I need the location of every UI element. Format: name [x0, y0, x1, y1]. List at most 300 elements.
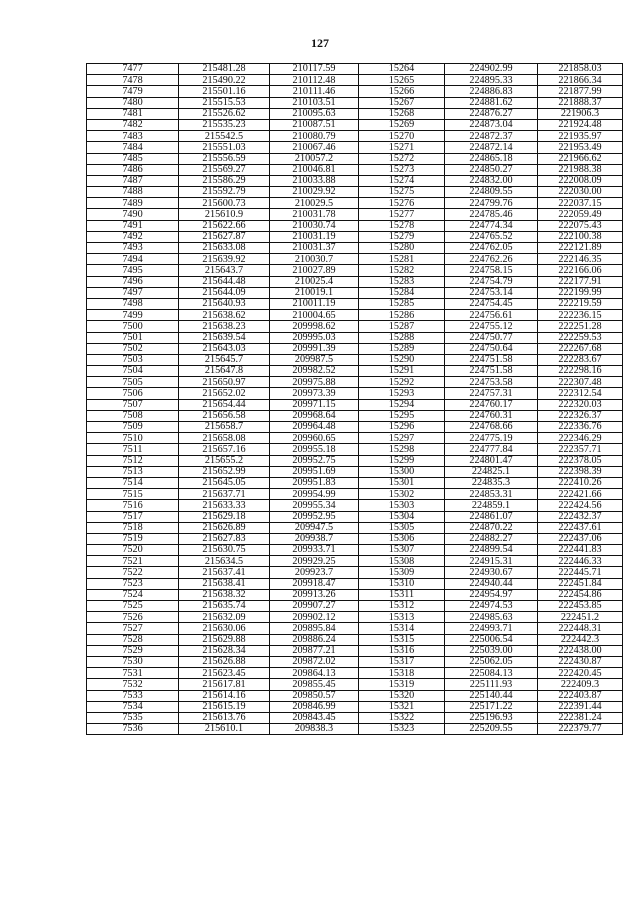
x-coordinate-right-cell: 225209.55 [445, 724, 538, 735]
x-coordinate-right-cell: 225084.13 [445, 668, 538, 679]
point-number-left-cell: 7525 [87, 601, 179, 612]
y-coordinate-left-cell: 209864.13 [270, 668, 359, 679]
x-coordinate-left-cell: 215645.7 [179, 354, 270, 365]
y-coordinate-right-cell: 221935.97 [538, 131, 623, 142]
x-coordinate-right-cell: 225062.05 [445, 656, 538, 667]
x-coordinate-right-cell: 224760.31 [445, 410, 538, 421]
x-coordinate-right-cell: 224861.07 [445, 511, 538, 522]
point-number-right-cell: 15274 [359, 175, 445, 186]
x-coordinate-left-cell: 215629.88 [179, 634, 270, 645]
y-coordinate-left-cell: 210025.4 [270, 276, 359, 287]
point-number-left-cell: 7507 [87, 399, 179, 410]
point-number-right-cell: 15265 [359, 75, 445, 86]
point-number-right-cell: 15315 [359, 634, 445, 645]
y-coordinate-left-cell: 209954.99 [270, 489, 359, 500]
y-coordinate-left-cell: 209843.45 [270, 712, 359, 723]
y-coordinate-left-cell: 209902.12 [270, 612, 359, 623]
table-row [87, 310, 623, 321]
table-row [87, 97, 623, 108]
y-coordinate-left-cell: 210011.19 [270, 298, 359, 309]
y-coordinate-left-cell: 210029.5 [270, 198, 359, 209]
table-row [87, 187, 623, 198]
point-number-right-cell: 15304 [359, 511, 445, 522]
y-coordinate-left-cell: 209938.7 [270, 533, 359, 544]
y-coordinate-left-cell: 209918.47 [270, 578, 359, 589]
table-row [87, 86, 623, 97]
x-coordinate-right-cell: 225171.22 [445, 701, 538, 712]
table-row [87, 601, 623, 612]
y-coordinate-left-cell: 209923.7 [270, 567, 359, 578]
table-row [87, 332, 623, 343]
table-row [87, 343, 623, 354]
table-row [87, 522, 623, 533]
x-coordinate-right-cell: 224872.14 [445, 142, 538, 153]
point-number-left-cell: 7521 [87, 556, 179, 567]
y-coordinate-right-cell: 222320.03 [538, 399, 623, 410]
point-number-right-cell: 15275 [359, 187, 445, 198]
point-number-left-cell: 7502 [87, 343, 179, 354]
point-number-left-cell: 7495 [87, 265, 179, 276]
y-coordinate-right-cell: 222030.00 [538, 187, 623, 198]
y-coordinate-left-cell: 209991.39 [270, 343, 359, 354]
y-coordinate-left-cell: 209846.99 [270, 701, 359, 712]
y-coordinate-left-cell: 209964.48 [270, 422, 359, 433]
table-row [87, 108, 623, 119]
y-coordinate-right-cell: 221966.62 [538, 153, 623, 164]
point-number-right-cell: 15322 [359, 712, 445, 723]
y-coordinate-right-cell: 221906.3 [538, 108, 623, 119]
y-coordinate-right-cell: 222283.67 [538, 354, 623, 365]
point-number-right-cell: 15284 [359, 287, 445, 298]
y-coordinate-left-cell: 210019.1 [270, 287, 359, 298]
table-row [87, 131, 623, 142]
point-number-right-cell: 15291 [359, 366, 445, 377]
x-coordinate-left-cell: 215501.16 [179, 86, 270, 97]
y-coordinate-right-cell: 222298.16 [538, 366, 623, 377]
point-number-left-cell: 7509 [87, 422, 179, 433]
x-coordinate-left-cell: 215535.23 [179, 119, 270, 130]
table-row [87, 511, 623, 522]
y-coordinate-right-cell: 222059.49 [538, 209, 623, 220]
point-number-right-cell: 15313 [359, 612, 445, 623]
x-coordinate-left-cell: 215490.22 [179, 75, 270, 86]
point-number-left-cell: 7500 [87, 321, 179, 332]
y-coordinate-right-cell: 222199.99 [538, 287, 623, 298]
point-number-left-cell: 7526 [87, 612, 179, 623]
table-row [87, 578, 623, 589]
x-coordinate-left-cell: 215650.97 [179, 377, 270, 388]
y-coordinate-right-cell: 221924.48 [538, 119, 623, 130]
y-coordinate-right-cell: 222438.00 [538, 645, 623, 656]
x-coordinate-right-cell: 224785.46 [445, 209, 538, 220]
table-row [87, 153, 623, 164]
y-coordinate-left-cell: 210057.2 [270, 153, 359, 164]
point-number-left-cell: 7490 [87, 209, 179, 220]
table-row [87, 298, 623, 309]
point-number-right-cell: 15277 [359, 209, 445, 220]
point-number-right-cell: 15298 [359, 444, 445, 455]
point-number-right-cell: 15290 [359, 354, 445, 365]
y-coordinate-left-cell: 210117.59 [270, 64, 359, 75]
x-coordinate-left-cell: 215623.45 [179, 668, 270, 679]
table-row [87, 612, 623, 623]
table-row [87, 354, 623, 365]
point-number-right-cell: 15288 [359, 332, 445, 343]
table-row [87, 690, 623, 701]
y-coordinate-left-cell: 209947.5 [270, 522, 359, 533]
y-coordinate-left-cell: 209850.57 [270, 690, 359, 701]
point-number-right-cell: 15300 [359, 466, 445, 477]
x-coordinate-right-cell: 224754.79 [445, 276, 538, 287]
x-coordinate-right-cell: 224930.67 [445, 567, 538, 578]
y-coordinate-left-cell: 209855.45 [270, 679, 359, 690]
x-coordinate-right-cell: 224850.27 [445, 164, 538, 175]
point-number-left-cell: 7497 [87, 287, 179, 298]
y-coordinate-right-cell: 222312.54 [538, 388, 623, 399]
point-number-right-cell: 15280 [359, 243, 445, 254]
point-number-left-cell: 7517 [87, 511, 179, 522]
point-number-left-cell: 7479 [87, 86, 179, 97]
x-coordinate-left-cell: 215643.7 [179, 265, 270, 276]
y-coordinate-right-cell: 222146.35 [538, 254, 623, 265]
point-number-left-cell: 7489 [87, 198, 179, 209]
x-coordinate-left-cell: 215644.09 [179, 287, 270, 298]
x-coordinate-left-cell: 215586.29 [179, 175, 270, 186]
point-number-left-cell: 7505 [87, 377, 179, 388]
point-number-right-cell: 15299 [359, 455, 445, 466]
table-row [87, 254, 623, 265]
y-coordinate-left-cell: 210004.65 [270, 310, 359, 321]
point-number-left-cell: 7524 [87, 589, 179, 600]
point-number-left-cell: 7510 [87, 433, 179, 444]
y-coordinate-left-cell: 209995.03 [270, 332, 359, 343]
x-coordinate-right-cell: 224750.64 [445, 343, 538, 354]
point-number-left-cell: 7488 [87, 187, 179, 198]
x-coordinate-right-cell: 224774.34 [445, 220, 538, 231]
y-coordinate-left-cell: 210080.79 [270, 131, 359, 142]
point-number-left-cell: 7518 [87, 522, 179, 533]
x-coordinate-right-cell: 224853.31 [445, 489, 538, 500]
x-coordinate-right-cell: 224760.17 [445, 399, 538, 410]
table-row [87, 712, 623, 723]
x-coordinate-left-cell: 215658.08 [179, 433, 270, 444]
y-coordinate-right-cell: 222410.26 [538, 477, 623, 488]
y-coordinate-right-cell: 222432.37 [538, 511, 623, 522]
x-coordinate-left-cell: 215628.34 [179, 645, 270, 656]
y-coordinate-right-cell: 222236.15 [538, 310, 623, 321]
y-coordinate-right-cell: 222430.87 [538, 656, 623, 667]
point-number-left-cell: 7508 [87, 410, 179, 421]
x-coordinate-right-cell: 224750.77 [445, 332, 538, 343]
x-coordinate-left-cell: 215600.73 [179, 198, 270, 209]
point-number-left-cell: 7533 [87, 690, 179, 701]
table-row [87, 366, 623, 377]
x-coordinate-left-cell: 215633.08 [179, 243, 270, 254]
point-number-right-cell: 15323 [359, 724, 445, 735]
y-coordinate-right-cell: 222100.38 [538, 231, 623, 242]
x-coordinate-left-cell: 215626.89 [179, 522, 270, 533]
x-coordinate-right-cell: 224756.61 [445, 310, 538, 321]
x-coordinate-left-cell: 215610.9 [179, 209, 270, 220]
table-row [87, 276, 623, 287]
x-coordinate-left-cell: 215634.5 [179, 556, 270, 567]
table-row [87, 668, 623, 679]
y-coordinate-right-cell: 222445.71 [538, 567, 623, 578]
point-number-right-cell: 15303 [359, 500, 445, 511]
y-coordinate-left-cell: 209952.75 [270, 455, 359, 466]
x-coordinate-right-cell: 224886.83 [445, 86, 538, 97]
point-number-left-cell: 7528 [87, 634, 179, 645]
point-number-right-cell: 15267 [359, 97, 445, 108]
table-row [87, 466, 623, 477]
point-number-right-cell: 15286 [359, 310, 445, 321]
y-coordinate-right-cell: 222177.91 [538, 276, 623, 287]
x-coordinate-left-cell: 215638.62 [179, 310, 270, 321]
x-coordinate-right-cell: 224765.52 [445, 231, 538, 242]
table-row [87, 75, 623, 86]
x-coordinate-right-cell: 224751.58 [445, 366, 538, 377]
point-number-right-cell: 15273 [359, 164, 445, 175]
x-coordinate-right-cell: 224832.00 [445, 175, 538, 186]
table-row [87, 634, 623, 645]
point-number-right-cell: 15308 [359, 556, 445, 567]
x-coordinate-left-cell: 215644.48 [179, 276, 270, 287]
y-coordinate-right-cell: 222121.89 [538, 243, 623, 254]
y-coordinate-left-cell: 209929.25 [270, 556, 359, 567]
y-coordinate-left-cell: 210103.51 [270, 97, 359, 108]
x-coordinate-left-cell: 215569.27 [179, 164, 270, 175]
point-number-left-cell: 7532 [87, 679, 179, 690]
table-row [87, 287, 623, 298]
x-coordinate-left-cell: 215639.54 [179, 332, 270, 343]
point-number-left-cell: 7482 [87, 119, 179, 130]
y-coordinate-left-cell: 210095.63 [270, 108, 359, 119]
point-number-right-cell: 15287 [359, 321, 445, 332]
y-coordinate-right-cell: 222381.24 [538, 712, 623, 723]
y-coordinate-right-cell: 222403.87 [538, 690, 623, 701]
x-coordinate-left-cell: 215656.58 [179, 410, 270, 421]
table-row [87, 164, 623, 175]
point-number-left-cell: 7487 [87, 175, 179, 186]
point-number-right-cell: 15316 [359, 645, 445, 656]
table-row [87, 119, 623, 130]
x-coordinate-left-cell: 215638.23 [179, 321, 270, 332]
x-coordinate-left-cell: 215640.93 [179, 298, 270, 309]
y-coordinate-left-cell: 209838.3 [270, 724, 359, 735]
x-coordinate-right-cell: 225006.54 [445, 634, 538, 645]
point-number-left-cell: 7477 [87, 64, 179, 75]
point-number-right-cell: 15294 [359, 399, 445, 410]
x-coordinate-right-cell: 224859.1 [445, 500, 538, 511]
x-coordinate-left-cell: 215551.03 [179, 142, 270, 153]
point-number-left-cell: 7536 [87, 724, 179, 735]
y-coordinate-right-cell: 221858.03 [538, 64, 623, 75]
x-coordinate-right-cell: 224985.63 [445, 612, 538, 623]
point-number-right-cell: 15279 [359, 231, 445, 242]
y-coordinate-left-cell: 209877.21 [270, 645, 359, 656]
table-row [87, 489, 623, 500]
y-coordinate-left-cell: 210030.74 [270, 220, 359, 231]
point-number-left-cell: 7519 [87, 533, 179, 544]
x-coordinate-right-cell: 224899.54 [445, 545, 538, 556]
y-coordinate-right-cell: 222267.68 [538, 343, 623, 354]
table-row [87, 533, 623, 544]
table-row [87, 265, 623, 276]
x-coordinate-right-cell: 224755.12 [445, 321, 538, 332]
y-coordinate-left-cell: 209968.64 [270, 410, 359, 421]
point-number-right-cell: 15318 [359, 668, 445, 679]
point-number-right-cell: 15264 [359, 64, 445, 75]
table-row [87, 64, 623, 75]
y-coordinate-left-cell: 210030.7 [270, 254, 359, 265]
y-coordinate-left-cell: 209951.69 [270, 466, 359, 477]
x-coordinate-right-cell: 224754.45 [445, 298, 538, 309]
x-coordinate-left-cell: 215556.59 [179, 153, 270, 164]
y-coordinate-left-cell: 209872.02 [270, 656, 359, 667]
x-coordinate-right-cell: 224895.33 [445, 75, 538, 86]
x-coordinate-left-cell: 215652.02 [179, 388, 270, 399]
x-coordinate-right-cell: 224762.05 [445, 243, 538, 254]
x-coordinate-left-cell: 215647.8 [179, 366, 270, 377]
table-row [87, 220, 623, 231]
x-coordinate-left-cell: 215630.75 [179, 545, 270, 556]
point-number-left-cell: 7486 [87, 164, 179, 175]
y-coordinate-right-cell: 222008.09 [538, 175, 623, 186]
table-row [87, 321, 623, 332]
table-row [87, 422, 623, 433]
table-row [87, 410, 623, 421]
x-coordinate-right-cell: 224809.55 [445, 187, 538, 198]
point-number-right-cell: 15302 [359, 489, 445, 500]
x-coordinate-right-cell: 224870.22 [445, 522, 538, 533]
x-coordinate-left-cell: 215638.32 [179, 589, 270, 600]
point-number-left-cell: 7503 [87, 354, 179, 365]
x-coordinate-left-cell: 215627.87 [179, 231, 270, 242]
y-coordinate-right-cell: 222251.28 [538, 321, 623, 332]
x-coordinate-left-cell: 215635.74 [179, 601, 270, 612]
y-coordinate-right-cell: 222398.39 [538, 466, 623, 477]
point-number-left-cell: 7534 [87, 701, 179, 712]
table-row [87, 701, 623, 712]
point-number-right-cell: 15317 [359, 656, 445, 667]
point-number-right-cell: 15270 [359, 131, 445, 142]
x-coordinate-left-cell: 215645.05 [179, 477, 270, 488]
x-coordinate-left-cell: 215652.99 [179, 466, 270, 477]
x-coordinate-left-cell: 215481.28 [179, 64, 270, 75]
x-coordinate-left-cell: 215627.83 [179, 533, 270, 544]
x-coordinate-right-cell: 224974.53 [445, 601, 538, 612]
point-number-left-cell: 7523 [87, 578, 179, 589]
x-coordinate-right-cell: 224775.19 [445, 433, 538, 444]
x-coordinate-left-cell: 215654.44 [179, 399, 270, 410]
y-coordinate-right-cell: 222454.86 [538, 589, 623, 600]
x-coordinate-right-cell: 224777.84 [445, 444, 538, 455]
x-coordinate-left-cell: 215515.53 [179, 97, 270, 108]
table-row [87, 142, 623, 153]
y-coordinate-right-cell: 222075.43 [538, 220, 623, 231]
y-coordinate-left-cell: 210046.81 [270, 164, 359, 175]
y-coordinate-left-cell: 209960.65 [270, 433, 359, 444]
point-number-right-cell: 15285 [359, 298, 445, 309]
x-coordinate-left-cell: 215610.1 [179, 724, 270, 735]
y-coordinate-right-cell: 222446.33 [538, 556, 623, 567]
point-number-left-cell: 7513 [87, 466, 179, 477]
x-coordinate-left-cell: 215639.92 [179, 254, 270, 265]
y-coordinate-left-cell: 210111.46 [270, 86, 359, 97]
table-row [87, 433, 623, 444]
y-coordinate-right-cell: 222346.29 [538, 433, 623, 444]
table-row [87, 444, 623, 455]
point-number-left-cell: 7504 [87, 366, 179, 377]
y-coordinate-left-cell: 210112.48 [270, 75, 359, 86]
point-number-right-cell: 15314 [359, 623, 445, 634]
y-coordinate-left-cell: 210031.19 [270, 231, 359, 242]
point-number-left-cell: 7522 [87, 567, 179, 578]
y-coordinate-left-cell: 209955.18 [270, 444, 359, 455]
x-coordinate-right-cell: 224757.31 [445, 388, 538, 399]
point-number-right-cell: 15309 [359, 567, 445, 578]
table-row [87, 623, 623, 634]
point-number-right-cell: 15266 [359, 86, 445, 97]
point-number-left-cell: 7511 [87, 444, 179, 455]
y-coordinate-left-cell: 210027.89 [270, 265, 359, 276]
y-coordinate-left-cell: 210031.78 [270, 209, 359, 220]
point-number-right-cell: 15283 [359, 276, 445, 287]
point-number-left-cell: 7530 [87, 656, 179, 667]
x-coordinate-right-cell: 224873.04 [445, 119, 538, 130]
x-coordinate-left-cell: 215655.2 [179, 455, 270, 466]
x-coordinate-left-cell: 215614.16 [179, 690, 270, 701]
x-coordinate-right-cell: 224801.47 [445, 455, 538, 466]
table-row [87, 231, 623, 242]
x-coordinate-right-cell: 224872.37 [445, 131, 538, 142]
x-coordinate-left-cell: 215626.88 [179, 656, 270, 667]
point-number-right-cell: 15281 [359, 254, 445, 265]
point-number-right-cell: 15293 [359, 388, 445, 399]
point-number-left-cell: 7480 [87, 97, 179, 108]
table-row [87, 243, 623, 254]
y-coordinate-left-cell: 209907.27 [270, 601, 359, 612]
x-coordinate-left-cell: 215637.71 [179, 489, 270, 500]
point-number-left-cell: 7535 [87, 712, 179, 723]
x-coordinate-right-cell: 224876.27 [445, 108, 538, 119]
y-coordinate-right-cell: 222437.06 [538, 533, 623, 544]
point-number-right-cell: 15311 [359, 589, 445, 600]
y-coordinate-right-cell: 221866.34 [538, 75, 623, 86]
x-coordinate-right-cell: 224799.76 [445, 198, 538, 209]
point-number-right-cell: 15296 [359, 422, 445, 433]
table-row [87, 175, 623, 186]
table-row [87, 198, 623, 209]
point-number-left-cell: 7493 [87, 243, 179, 254]
point-number-right-cell: 15301 [359, 477, 445, 488]
y-coordinate-right-cell: 222357.71 [538, 444, 623, 455]
x-coordinate-left-cell: 215630.06 [179, 623, 270, 634]
point-number-right-cell: 15268 [359, 108, 445, 119]
y-coordinate-left-cell: 209955.34 [270, 500, 359, 511]
y-coordinate-right-cell: 222451.84 [538, 578, 623, 589]
y-coordinate-left-cell: 210029.92 [270, 187, 359, 198]
y-coordinate-right-cell: 221953.49 [538, 142, 623, 153]
y-coordinate-right-cell: 222441.83 [538, 545, 623, 556]
point-number-right-cell: 15272 [359, 153, 445, 164]
y-coordinate-right-cell: 222037.15 [538, 198, 623, 209]
x-coordinate-left-cell: 215526.62 [179, 108, 270, 119]
table-row [87, 388, 623, 399]
x-coordinate-left-cell: 215632.09 [179, 612, 270, 623]
x-coordinate-right-cell: 224835.3 [445, 477, 538, 488]
point-number-right-cell: 15292 [359, 377, 445, 388]
